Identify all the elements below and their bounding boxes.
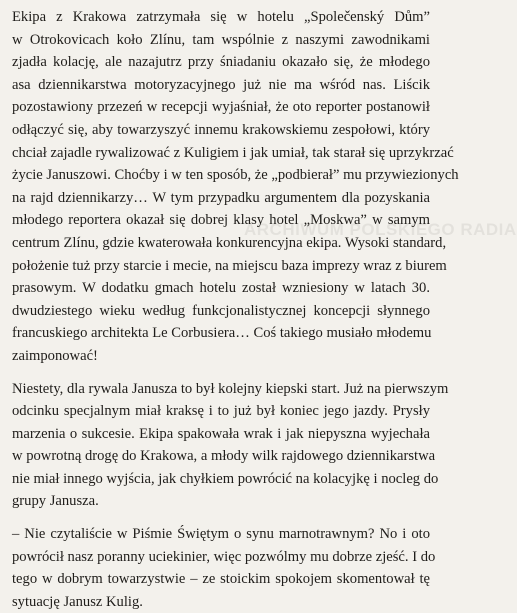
text-line: młodego reportera okazał się dobrej klasy hotel „Moskwa” w samym [12,212,430,229]
text-line: centrum Zlínu, gdzie kwaterowała konkurencyjna ekipa. Wysoki standard, [12,234,447,251]
text-line: – Nie czytaliście w Piśmie Świętym o synu marnotrawnym? No i oto [12,526,430,543]
text-line: powrócił nasz poranny uciekinier, więc pozwólmy mu dobrze zjeść. I do [12,548,436,565]
text-line: Niestety, dla rywala Janusza to był kolejny kiepski start. Już na pierwszym [12,380,449,397]
text-line: sytuację Janusz Kulig. [12,593,143,610]
paragraph-3 [12,523,436,613]
text-line: nie miał innego wyjścia, jak chyłkiem powrócić na kolacyjkę i nocleg do [12,470,439,487]
text-line: położenie tuż przy starcie i mecie, na miejscu baza imprezy wraz z biurem [12,257,447,274]
text-line: asa dziennikarstwa motoryzacyjnego już nie ma wśród nas. Liścik [12,76,430,93]
text-line: francuskiego architekta Le Corbusiera… Coś takiego musiało młodemu [12,325,432,342]
watermark-text: ARCHIWUM POLSKIEGO RADIA [244,220,517,239]
text-line: dwudziestego wieku według funkcjonalistycznej koncepcji słynnego [12,302,430,319]
text-line: na rajd dziennikarzy… W tym przypadku argumentem dla pozyskania [12,189,430,206]
text-line: w Otrokovicach koło Zlínu, tam wspólnie z naszymi zawodnikami [12,31,430,48]
text-line: zaimponować! [12,347,98,364]
text-line: Ekipa z Krakowa zatrzymała się w hotelu „Společenský Dům” [12,9,430,25]
text-line: odłączyć się, aby towarzyszyć innemu krakowskiemu zespołowi, który [12,121,430,138]
paragraph-2 [12,378,449,514]
text-line: zjadła kolację, ale nazajutrz przy śniadaniu okazało się, że młodego [12,54,430,71]
text-line: grupy Janusza. [12,493,99,510]
paragraph-spacer [12,368,430,378]
paragraph-spacer [12,513,430,523]
text-line: odcinku specjalnym miał kraksę i to już był koniec jego jazdy. Prysły [12,403,430,420]
text-line: pozostawiony przezeń w recepcji wyjaśniał, że oto reporter postanowił [12,99,430,116]
text-line: chciał zajadle rywalizować z Kuligiem i jak umiał, tak starał się uprzykrzać [12,144,454,161]
text-line: marzenia o sukcesie. Ekipa spakowała wrak i jak niepyszna wyjechała [12,425,430,442]
page-body [12,6,459,613]
text-line: tego w dobrym towarzystwie – ze stoickim spokojem skomentował tę [12,571,430,588]
text-line: prasowym. W dodatku gmach hotelu został wzniesiony w latach 30. [12,280,430,297]
text-line: życie Januszowi. Choćby i w ten sposób, że „podbierał” mu przywiezionych [12,167,459,184]
text-line: w powrotną drogę do Krakowa, a młody wilk rajdowego dziennikarstwa [12,448,436,465]
paragraph-1 [12,6,459,368]
